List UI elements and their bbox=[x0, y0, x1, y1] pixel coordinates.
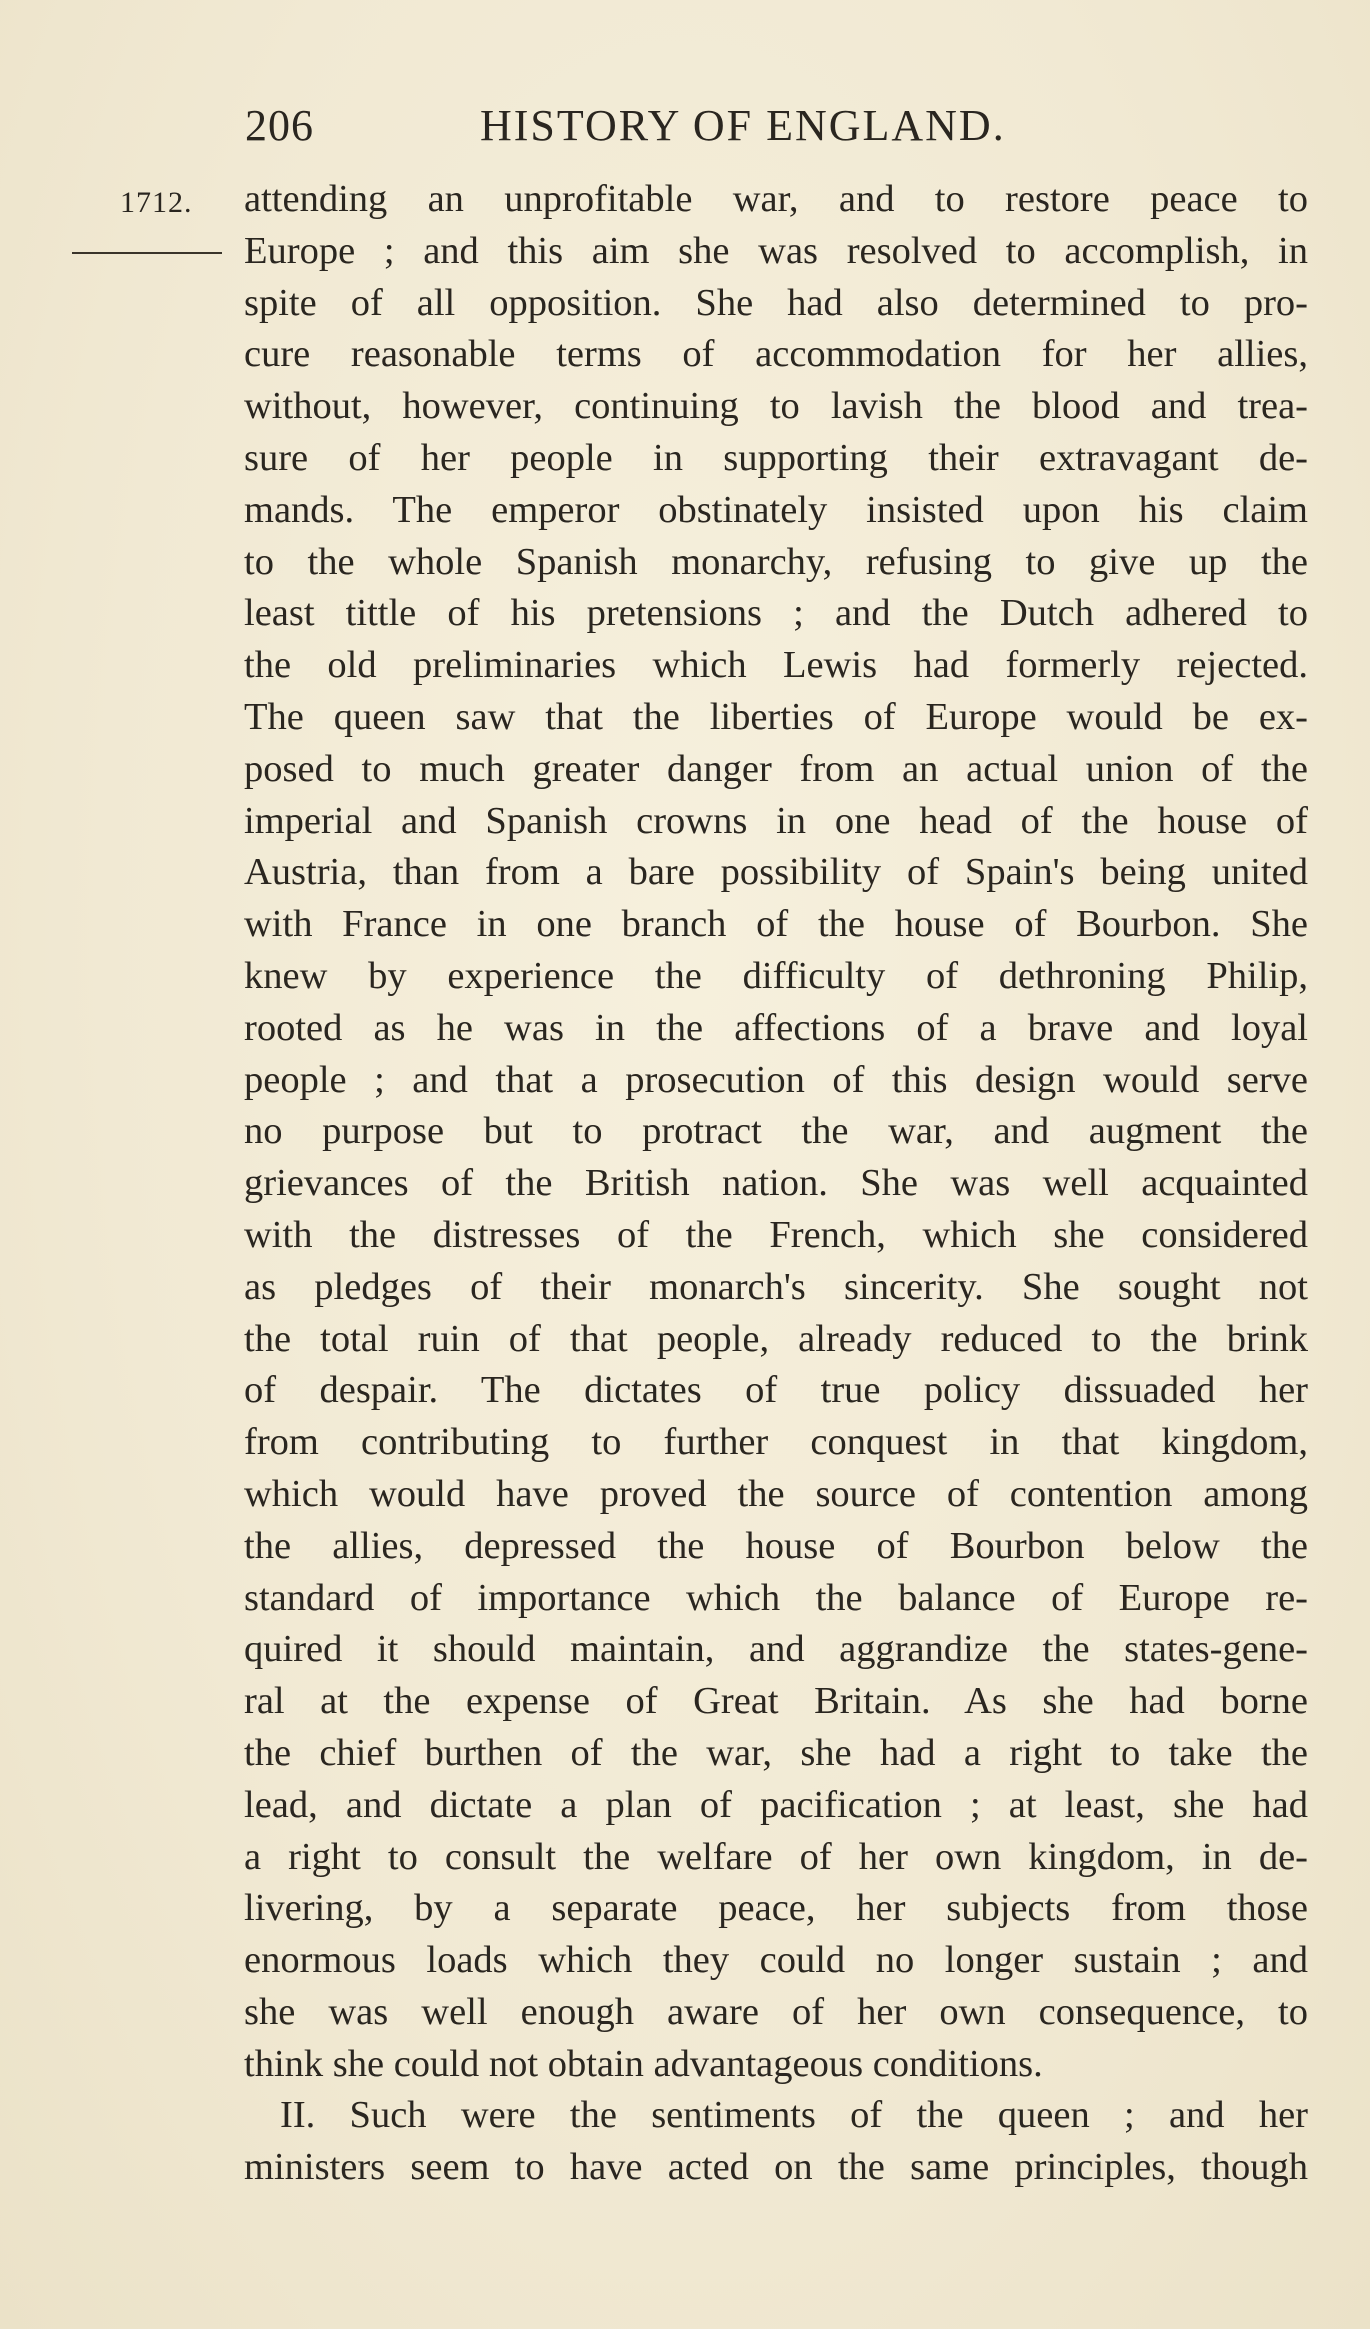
text-line: the old preliminaries which Lewis had formerly rejected. bbox=[244, 644, 1308, 687]
text-line: quired it should maintain, and aggrandize the states-gene- bbox=[244, 1628, 1308, 1671]
text-line: Europe ; and this aim she was resolved to accomplish, in bbox=[244, 229, 1308, 272]
text-line: of despair. The dictates of true policy dissuaded her bbox=[244, 1369, 1308, 1412]
text-line: she was well enough aware of her own consequence, to bbox=[244, 1990, 1308, 2033]
text-line: which would have proved the source of contention among bbox=[244, 1472, 1308, 1515]
text-line: spite of all opposition. She had also determined to pro- bbox=[244, 281, 1308, 324]
paragraph-start-line: II. Such were the sentiments of the queen ; and her bbox=[280, 2094, 1308, 2137]
text-line: mands. The emperor obstinately insisted upon his claim bbox=[244, 488, 1308, 531]
text-line: standard of importance which the balance of Europe re- bbox=[244, 1576, 1308, 1619]
text-line: with the distresses of the French, which she considered bbox=[244, 1213, 1308, 1256]
text-line: a right to consult the welfare of her own kingdom, in de- bbox=[244, 1835, 1308, 1878]
text-line: the total ruin of that people, already reduced to the brink bbox=[244, 1317, 1308, 1360]
text-line: least tittle of his pretensions ; and the Dutch adhered to bbox=[244, 592, 1308, 635]
text-line: knew by experience the difficulty of dethroning Philip, bbox=[244, 954, 1308, 997]
text-line: to the whole Spanish monarchy, refusing to give up the bbox=[244, 540, 1308, 583]
text-line: think she could not obtain advantageous conditions. bbox=[244, 2042, 1043, 2085]
running-title: HISTORY OF ENGLAND. bbox=[480, 101, 1006, 150]
text-line: ministers seem to have acted on the same principles, though bbox=[244, 2146, 1308, 2189]
text-line: sure of her people in supporting their extravagant de- bbox=[244, 436, 1308, 479]
text-line: no purpose but to protract the war, and augment the bbox=[244, 1110, 1308, 1153]
text-line: ral at the expense of Great Britain. As she had borne bbox=[244, 1680, 1308, 1723]
text-line: posed to much greater danger from an actual union of the bbox=[244, 747, 1308, 790]
text-line: The queen saw that the liberties of Europe would be ex- bbox=[244, 695, 1308, 738]
text-line: rooted as he was in the affections of a brave and loyal bbox=[244, 1006, 1308, 1049]
text-line: lead, and dictate a plan of pacification ; at least, she had bbox=[244, 1783, 1308, 1826]
text-line: people ; and that a prosecution of this design would serve bbox=[244, 1058, 1308, 1101]
text-line: grievances of the British nation. She was well acquainted bbox=[244, 1162, 1308, 1205]
body-text bbox=[244, 174, 1308, 2194]
text-line: attending an unprofitable war, and to restore peace to bbox=[244, 178, 1308, 220]
text-line: Austria, than from a bare possibility of Spain's being united bbox=[244, 851, 1308, 894]
text-line: livering, by a separate peace, her subjects from those bbox=[244, 1887, 1308, 1930]
text-line: the chief burthen of the war, she had a right to take the bbox=[244, 1731, 1308, 1774]
text-line: enormous loads which they could no longer sustain ; and bbox=[244, 1939, 1308, 1982]
page-number: 206 bbox=[245, 101, 314, 150]
text-line: without, however, continuing to lavish the blood and trea- bbox=[244, 385, 1308, 428]
text-line: cure reasonable terms of accommodation for her allies, bbox=[244, 333, 1308, 376]
margin-rule bbox=[72, 252, 222, 254]
text-line: as pledges of their monarch's sincerity. She sought not bbox=[244, 1265, 1308, 1308]
margin-year: 1712. bbox=[120, 186, 193, 219]
running-head bbox=[245, 100, 1305, 160]
text-line: from contributing to further conquest in that kingdom, bbox=[244, 1421, 1308, 1464]
text-line: imperial and Spanish crowns in one head of the house of bbox=[244, 799, 1308, 842]
text-line: the allies, depressed the house of Bourbon below the bbox=[244, 1524, 1308, 1567]
text-line: with France in one branch of the house of Bourbon. She bbox=[244, 903, 1308, 946]
